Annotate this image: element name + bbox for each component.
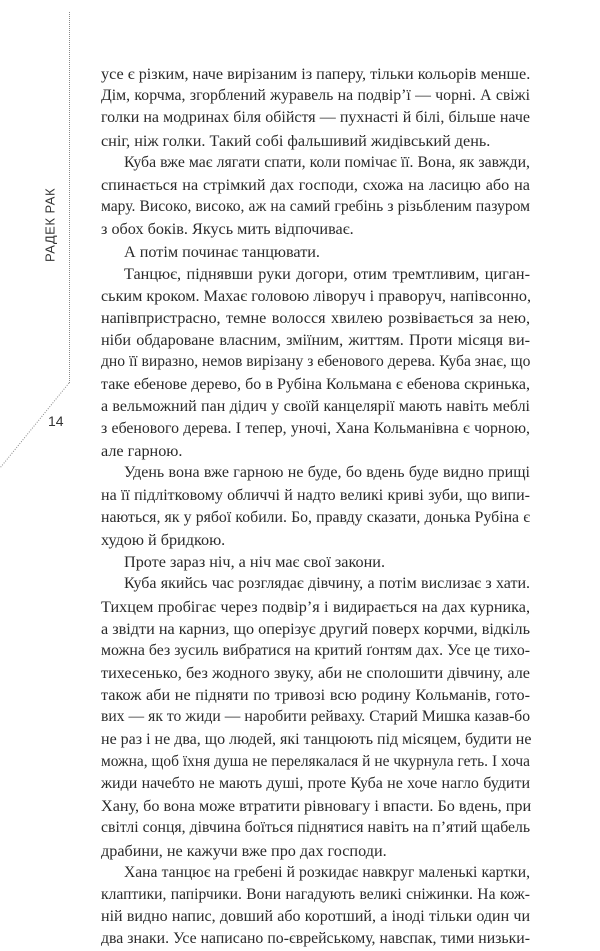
page-number: 14 bbox=[48, 413, 64, 429]
text-line: спинається на стрімкий дах господи, схожа на ласицю або на bbox=[101, 175, 530, 194]
text-line: Удень вона вже гарною не буде, бо вдень буде видно прищі bbox=[124, 464, 530, 482]
running-head-author: РАДЕК РАК bbox=[42, 187, 58, 263]
text-line: худою й бридкою. bbox=[101, 530, 226, 549]
text-line: на її підлітковому обличчі й надто великі криві зуби, що випи- bbox=[101, 486, 530, 504]
text-line: жиди начебто не мають душі, проте Куба не хоче нагло будити bbox=[101, 775, 530, 792]
text-line: Дім, корчма, згорблений журавель на подвір’ї — чорні. А свіжі bbox=[101, 87, 530, 105]
text-line: ній видно напис, довший або коротший, а іноді тільки один чи bbox=[101, 908, 530, 926]
text-line: наються, як у рябої кобили. Бо, правду сказати, донька Рубіна є bbox=[101, 508, 530, 526]
text-line: Тихцем пробігає через подвір’я і видирається на дах курника, bbox=[101, 597, 530, 616]
text-line: драбини, не кажучи вже про дах господи. bbox=[101, 841, 387, 860]
text-line: усе є різким, наче вирізаним із паперу, тільки кольорів менше. bbox=[101, 65, 531, 83]
text-line: Куба вже має лягати спати, коли помічає її. Вона, як завжди, bbox=[124, 153, 530, 171]
text-line: тихесенько, без жодного звуку, аби не сполошити дівчину, але bbox=[101, 664, 530, 683]
text-line: сніг, ніж голки. Такий собі фальшивий жидівський день. bbox=[101, 131, 491, 150]
text-line: Танцює, піднявши руки догори, отим тремтливим, циган- bbox=[124, 264, 530, 283]
margin-diagonal-line bbox=[0, 0, 80, 480]
text-line: клаптики, папірчики. Вони нагадують великі сніжинки. На кож- bbox=[101, 885, 530, 903]
text-line: напівпристрасно, темне волосся хвилею розвівається за нею, bbox=[101, 309, 530, 328]
text-line: дно її виразно, немов вирізану з ебенового дерева. Куба знає, що bbox=[101, 353, 531, 371]
text-line: з ебенового дерева. І тепер, уночі, Хана Кольманівна є чорною, bbox=[101, 420, 530, 437]
text-line: світлі сонця, дівчина боїться піднятися навіть на п’ятий щабель bbox=[101, 819, 531, 837]
text-line: ніби обдароване власним, зміїним, життям. Проти місяця ви- bbox=[101, 331, 530, 350]
text-line: два знаки. Усе написано по-єврейському, навспак, тими низьки- bbox=[101, 930, 530, 948]
text-line: а звідти на карниз, що оперізує другий поверх корчми, відкіль bbox=[101, 619, 530, 638]
text-line: а вельможний пан дідич у своїй канцелярії мають навіть меблі bbox=[101, 397, 530, 415]
text-line: не раз і не два, що людей, які танцюють під місяцем, будити не bbox=[101, 730, 532, 748]
text-line: Проте зараз ніч, а ніч має свої закони. bbox=[124, 553, 385, 572]
text-line: можна без зусиль вибратися на критий ґонтям дах. Усе це тихо- bbox=[101, 641, 530, 659]
text-line: але гарною. bbox=[101, 442, 183, 461]
text-line: ським кроком. Махає головою ліворуч і праворуч, напівсонно, bbox=[101, 286, 532, 305]
text-line: вих — як то жиди — наробити рейваху. Старий Мишка казав-бо bbox=[101, 708, 530, 726]
text-line: також аби не підняти по тривозі всю родину Кольманів, гото- bbox=[101, 686, 530, 705]
text-line: з обох боків. Якусь мить відпочиває. bbox=[101, 220, 354, 239]
text-line: голки на модринах біля обійстя — пухнасті й білі, більше наче bbox=[101, 109, 530, 127]
text-line: А потім починає танцювати. bbox=[124, 242, 320, 261]
text-line: мару. Високо, високо, аж на самий гребінь з різьбленим пазуром bbox=[101, 198, 530, 216]
text-line: Куба якийсь час розглядає дівчину, а потім вислизає з хати. bbox=[124, 575, 530, 593]
text-line: таке ебенове дерево, бо в Рубіна Кольмана є ебенова скринька, bbox=[101, 375, 530, 393]
text-line: Хана танцює на гребені й розкидає навкруг маленькі картки, bbox=[124, 863, 530, 881]
body-text bbox=[101, 63, 530, 951]
text-line: Хану, бо вона може втратити рівновагу і впасти. Бо вдень, при bbox=[101, 797, 532, 816]
text-line: можна, щоб їхня душа не перелякалася й не чкурнула геть. І хоча bbox=[101, 752, 530, 770]
